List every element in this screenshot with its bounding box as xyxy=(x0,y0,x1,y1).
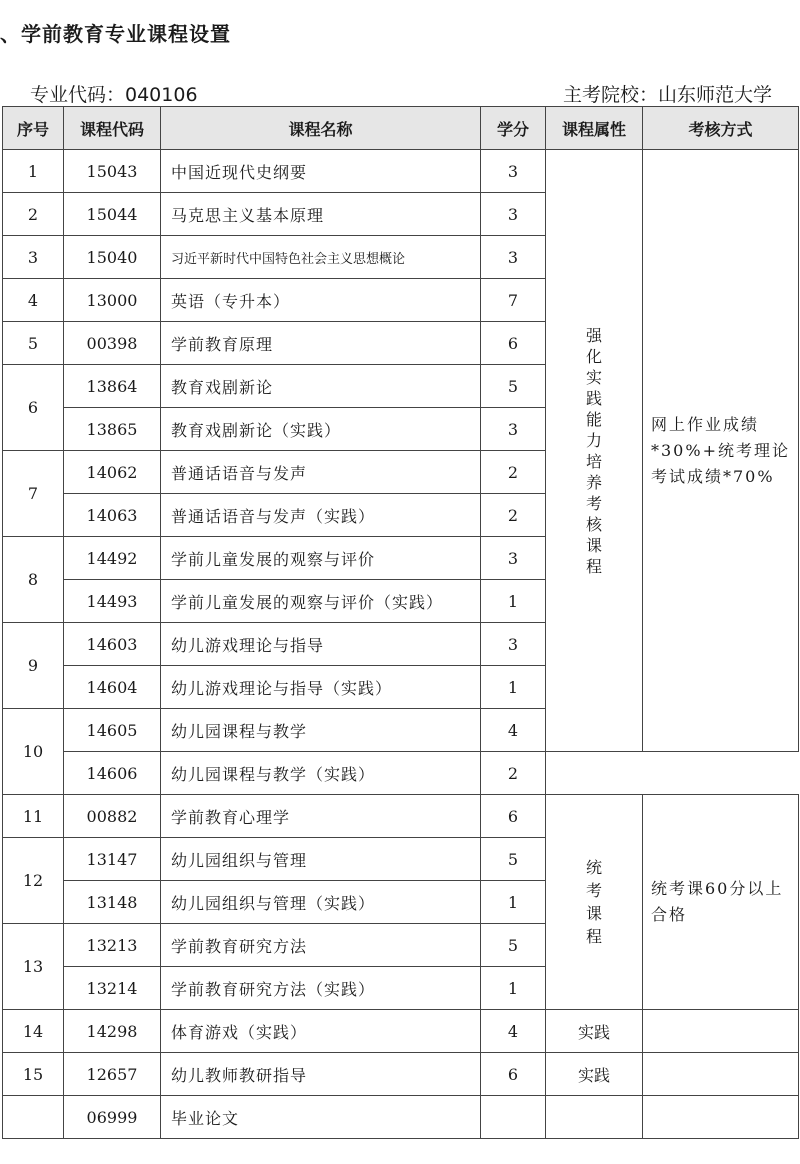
row-name: 教育戏剧新论（实践） xyxy=(161,408,481,451)
row-name: 学前儿童发展的观察与评价（实践） xyxy=(161,580,481,623)
table-row xyxy=(3,795,799,838)
table-row xyxy=(3,752,799,795)
attribute-text: 强化实践能力培养考核课程 xyxy=(585,325,602,576)
row-name: 幼儿教师教研指导 xyxy=(161,1053,481,1096)
attribute-text: 统考课程 xyxy=(585,858,602,946)
row-name: 幼儿园课程与教学 xyxy=(161,709,481,752)
row-name: 学前教育原理 xyxy=(161,322,481,365)
row-credit: 5 xyxy=(481,838,546,881)
row-no: 15 xyxy=(3,1053,64,1096)
row-credit: 3 xyxy=(481,623,546,666)
header-attribute: 课程属性 xyxy=(546,107,643,150)
row-credit: 1 xyxy=(481,580,546,623)
row-name: 习近平新时代中国特色社会主义思想概论 xyxy=(161,236,481,279)
row-name: 马克思主义基本原理 xyxy=(161,193,481,236)
row-code: 13864 xyxy=(64,365,161,408)
row-code: 13214 xyxy=(64,967,161,1010)
row-no: 5 xyxy=(3,322,64,365)
row-no: 7 xyxy=(3,451,64,537)
row-name: 幼儿游戏理论与指导 xyxy=(161,623,481,666)
row-code: 00398 xyxy=(64,322,161,365)
header-exam: 考核方式 xyxy=(643,107,799,150)
row-credit: 7 xyxy=(481,279,546,322)
row-credit: 6 xyxy=(481,795,546,838)
row-credit: 2 xyxy=(481,752,546,795)
row-credit: 1 xyxy=(481,967,546,1010)
row-name: 中国近现代史纲要 xyxy=(161,150,481,193)
exam-empty xyxy=(643,1053,799,1096)
attribute-empty xyxy=(546,1096,643,1139)
row-name: 幼儿游戏理论与指导（实践） xyxy=(161,666,481,709)
row-code: 14492 xyxy=(64,537,161,580)
row-name: 幼儿园课程与教学（实践） xyxy=(161,752,481,795)
row-credit: 3 xyxy=(481,236,546,279)
row-no: 6 xyxy=(3,365,64,451)
major-code: 专业代码：040106 xyxy=(30,84,198,106)
table-row xyxy=(3,1096,799,1139)
exam-empty xyxy=(643,1010,799,1053)
row-credit: 3 xyxy=(481,408,546,451)
header-no: 序号 xyxy=(3,107,64,150)
row-credit: 2 xyxy=(481,451,546,494)
row-credit: 3 xyxy=(481,193,546,236)
row-code: 14063 xyxy=(64,494,161,537)
row-code: 15043 xyxy=(64,150,161,193)
row-credit: 1 xyxy=(481,666,546,709)
row-no: 8 xyxy=(3,537,64,623)
exam-practice-ability: 网上作业成绩*30%+统考理论考试成绩*70% xyxy=(643,150,799,752)
table-row xyxy=(3,150,799,193)
table-row xyxy=(3,1053,799,1096)
row-code: 14604 xyxy=(64,666,161,709)
row-no: 14 xyxy=(3,1010,64,1053)
row-name: 学前儿童发展的观察与评价 xyxy=(161,537,481,580)
row-name: 学前教育研究方法 xyxy=(161,924,481,967)
row-no: 2 xyxy=(3,193,64,236)
row-name: 幼儿园组织与管理 xyxy=(161,838,481,881)
row-no: 4 xyxy=(3,279,64,322)
row-name: 教育戏剧新论 xyxy=(161,365,481,408)
row-name: 普通话语音与发声（实践） xyxy=(161,494,481,537)
row-credit: 1 xyxy=(481,881,546,924)
attribute-practice: 实践 xyxy=(546,1053,643,1096)
row-credit: 6 xyxy=(481,322,546,365)
row-credit: 3 xyxy=(481,537,546,580)
row-code: 14603 xyxy=(64,623,161,666)
row-credit: 3 xyxy=(481,150,546,193)
row-code: 14493 xyxy=(64,580,161,623)
course-table xyxy=(2,106,799,1139)
row-code: 14605 xyxy=(64,709,161,752)
header-code: 课程代码 xyxy=(64,107,161,150)
row-no: 3 xyxy=(3,236,64,279)
row-no: 13 xyxy=(3,924,64,1010)
exam-empty xyxy=(643,1096,799,1139)
row-name: 体育游戏（实践） xyxy=(161,1010,481,1053)
row-name: 幼儿园组织与管理（实践） xyxy=(161,881,481,924)
row-code: 13148 xyxy=(64,881,161,924)
table-header-row xyxy=(3,107,799,150)
row-credit: 5 xyxy=(481,365,546,408)
row-name: 普通话语音与发声 xyxy=(161,451,481,494)
row-credit: 4 xyxy=(481,1010,546,1053)
attribute-practice: 实践 xyxy=(546,1010,643,1053)
exam-unified: 统考课60分以上合格 xyxy=(643,795,799,1010)
row-no xyxy=(3,1096,64,1139)
attribute-unified-exam xyxy=(546,795,643,1010)
row-no: 10 xyxy=(3,709,64,795)
row-code: 13147 xyxy=(64,838,161,881)
header-credit: 学分 xyxy=(481,107,546,150)
row-code: 14606 xyxy=(64,752,161,795)
row-code: 13865 xyxy=(64,408,161,451)
page-title: 、学前教育专业课程设置 xyxy=(0,22,231,46)
row-no: 11 xyxy=(3,795,64,838)
row-no: 1 xyxy=(3,150,64,193)
row-code: 14298 xyxy=(64,1010,161,1053)
row-code: 14062 xyxy=(64,451,161,494)
attribute-practice-ability xyxy=(546,150,643,752)
row-name: 毕业论文 xyxy=(161,1096,481,1139)
row-credit: 4 xyxy=(481,709,546,752)
main-school: 主考院校：山东师范大学 xyxy=(562,84,772,106)
row-code: 15044 xyxy=(64,193,161,236)
row-code: 06999 xyxy=(64,1096,161,1139)
row-code: 00882 xyxy=(64,795,161,838)
row-code: 12657 xyxy=(64,1053,161,1096)
table-row xyxy=(3,1010,799,1053)
row-name: 学前教育心理学 xyxy=(161,795,481,838)
row-code: 13213 xyxy=(64,924,161,967)
row-credit: 2 xyxy=(481,494,546,537)
row-credit: 5 xyxy=(481,924,546,967)
row-no: 9 xyxy=(3,623,64,709)
row-code: 15040 xyxy=(64,236,161,279)
row-no: 12 xyxy=(3,838,64,924)
row-code: 13000 xyxy=(64,279,161,322)
row-credit xyxy=(481,1096,546,1139)
row-credit: 6 xyxy=(481,1053,546,1096)
row-name: 英语（专升本） xyxy=(161,279,481,322)
header-name: 课程名称 xyxy=(161,107,481,150)
row-name: 学前教育研究方法（实践） xyxy=(161,967,481,1010)
